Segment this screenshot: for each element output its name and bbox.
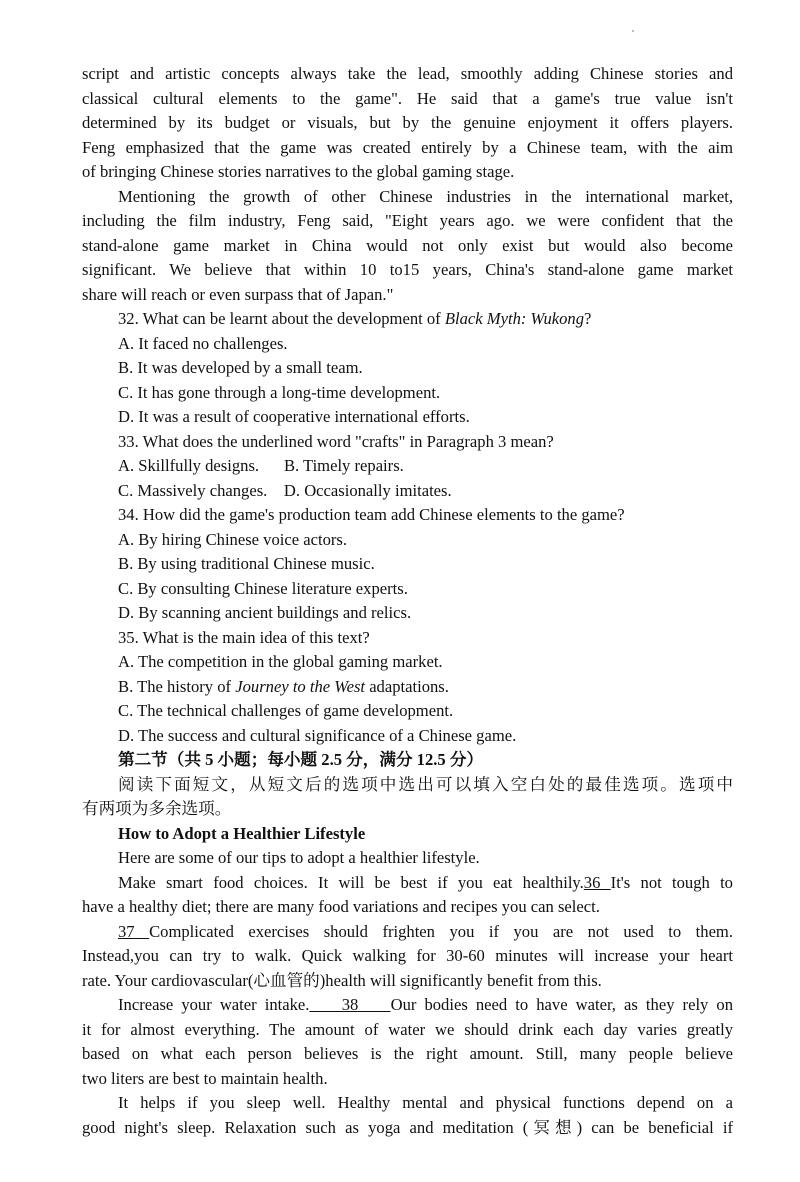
text-line xyxy=(82,332,733,357)
blank-number: 38 xyxy=(309,995,391,1014)
text-segment: Increase your water intake. xyxy=(118,995,310,1014)
text-line xyxy=(82,381,733,406)
text-line xyxy=(82,356,733,381)
text-segment: Here are some of our tips to adopt a healthier lifestyle. xyxy=(118,848,480,867)
text-line xyxy=(82,160,733,185)
italic-title: Black Myth: Wukong xyxy=(444,309,584,328)
text-line xyxy=(82,258,733,283)
text-line xyxy=(82,552,733,577)
text-segment: based on what each person believes is the right amount. Still, many people believe xyxy=(82,1044,733,1063)
text-segment: have a healthy diet; there are many food variations and recipes you can select. xyxy=(82,897,600,916)
text-line xyxy=(82,307,733,332)
text-segment: good night's sleep. Relaxation such as yoga and meditation (冥想) can be beneficial if xyxy=(82,1117,733,1137)
text-segment: rate. Your cardiovascular(心血管的)health will significantly benefit from this. xyxy=(82,970,602,990)
blank-number: 36 xyxy=(583,872,611,892)
italic-title: Journey to the West xyxy=(235,676,366,696)
text-line xyxy=(82,871,733,896)
text-segment: adaptations. xyxy=(365,676,449,696)
text-segment: B. By using traditional Chinese music. xyxy=(118,554,375,573)
text-segment: It helps if you sleep well. Healthy mental and physical functions depend on a xyxy=(118,1093,733,1112)
bold-heading: 第二节（共 5 小题；每小题 2.5 分，满分 12.5 分） xyxy=(118,750,484,769)
text-segment: 34. How did the game's production team add Chinese elements to the game? xyxy=(118,505,625,524)
text-line xyxy=(82,748,733,773)
text-line xyxy=(82,283,733,308)
text-line xyxy=(82,234,733,259)
text-segment: C. It has gone through a long-time development. xyxy=(118,382,441,402)
text-segment: stand-alone game market in China would not only exist but would also become xyxy=(82,235,733,255)
text-segment: D. It was a result of cooperative international efforts. xyxy=(118,407,470,426)
text-segment: B. The history of xyxy=(118,676,236,696)
text-line xyxy=(82,895,733,920)
text-line xyxy=(82,209,733,234)
text-line xyxy=(82,405,733,430)
text-line xyxy=(82,626,733,651)
text-line xyxy=(82,1018,733,1043)
text-segment: 有两项为多余选项。 xyxy=(82,799,232,818)
text-line xyxy=(82,87,733,112)
text-segment: C. The technical challenges of game development. xyxy=(118,701,454,720)
text-segment: two liters are best to maintain health. xyxy=(82,1068,328,1088)
text-segment: script and artistic concepts always take the lead, smoothly adding Chinese stories and xyxy=(82,64,733,83)
text-line xyxy=(82,773,733,798)
text-segment: share will reach or even surpass that of Japan." xyxy=(82,284,394,304)
text-segment: D. The success and cultural significance of a Chinese game. xyxy=(118,725,517,745)
text-segment: Feng emphasized that the game was created entirely by a Chinese team, with the aim xyxy=(82,137,733,157)
text-segment: A. By hiring Chinese voice actors. xyxy=(118,529,348,549)
document-page xyxy=(82,62,733,1140)
text-line xyxy=(82,797,733,822)
text-segment: A. Skillfully designs. B. Timely repairs. xyxy=(118,456,404,475)
blank-number: 37 xyxy=(118,921,150,941)
text-segment: B. It was developed by a small team. xyxy=(118,358,363,377)
text-segment: Our bodies need to have water, as they rely on xyxy=(390,995,734,1014)
text-segment: 33. What does the underlined word "crafts" in Paragraph 3 mean? xyxy=(118,431,554,451)
text-line xyxy=(82,577,733,602)
text-line xyxy=(82,111,733,136)
text-line xyxy=(82,846,733,871)
text-segment: A. It faced no challenges. xyxy=(118,333,288,353)
text-line xyxy=(82,430,733,455)
text-line xyxy=(82,993,733,1018)
text-segment: Instead,you can try to walk. Quick walking for 30-60 minutes will increase your heart xyxy=(82,946,733,965)
text-segment: determined by its budget or visuals, but by the genuine enjoyment it offers players. xyxy=(82,113,733,132)
text-line xyxy=(82,724,733,749)
text-line xyxy=(82,920,733,945)
text-line xyxy=(82,675,733,700)
text-line xyxy=(82,454,733,479)
text-segment: significant. We believe that within 10 to15 years, China's stand-alone game market xyxy=(82,260,733,279)
text-segment: 35. What is the main idea of this text? xyxy=(118,627,370,647)
text-segment: Complicated exercises should frighten you if you are not used to them. xyxy=(149,921,733,941)
text-line xyxy=(82,822,733,847)
text-line xyxy=(82,136,733,161)
text-line xyxy=(82,528,733,553)
text-segment: C. By consulting Chinese literature experts. xyxy=(118,578,408,598)
text-line xyxy=(82,650,733,675)
text-line xyxy=(82,185,733,210)
text-segment: classical cultural elements to the game". He said that a game's true value isn't xyxy=(82,88,733,108)
text-line xyxy=(82,699,733,724)
text-segment: D. By scanning ancient buildings and relics. xyxy=(118,603,412,622)
text-segment: A. The competition in the global gaming market. xyxy=(118,652,443,671)
text-line xyxy=(82,969,733,994)
text-line xyxy=(82,1091,733,1116)
text-segment: 阅读下面短文，从短文后的选项中选出可以填入空白处的最佳选项。选项中 xyxy=(118,774,733,794)
text-segment: including the film industry, Feng said, "Eight years ago. we were confident that the xyxy=(82,211,733,230)
text-segment: of bringing Chinese stories narratives to the global gaming stage. xyxy=(82,162,515,181)
bold-heading: How to Adopt a Healthier Lifestyle xyxy=(118,823,366,843)
text-segment: C. Massively changes. D. Occasionally imitates. xyxy=(118,480,452,500)
text-line xyxy=(82,601,733,626)
text-line xyxy=(82,944,733,969)
text-segment: 32. What can be learnt about the development of xyxy=(118,309,445,328)
text-line xyxy=(82,62,733,87)
text-line xyxy=(82,479,733,504)
text-segment: Make smart food choices. It will be best if you eat healthily. xyxy=(118,872,584,892)
text-line xyxy=(82,1067,733,1092)
text-segment: it for almost everything. The amount of water we should drink each day varies greatly xyxy=(82,1019,733,1039)
scan-speck xyxy=(632,30,634,32)
text-line xyxy=(82,1116,733,1141)
text-line xyxy=(82,1042,733,1067)
text-segment: Mentioning the growth of other Chinese industries in the international market, xyxy=(118,186,733,206)
text-line xyxy=(82,503,733,528)
text-segment: It's not tough to xyxy=(610,872,733,892)
text-segment: ? xyxy=(584,309,592,328)
